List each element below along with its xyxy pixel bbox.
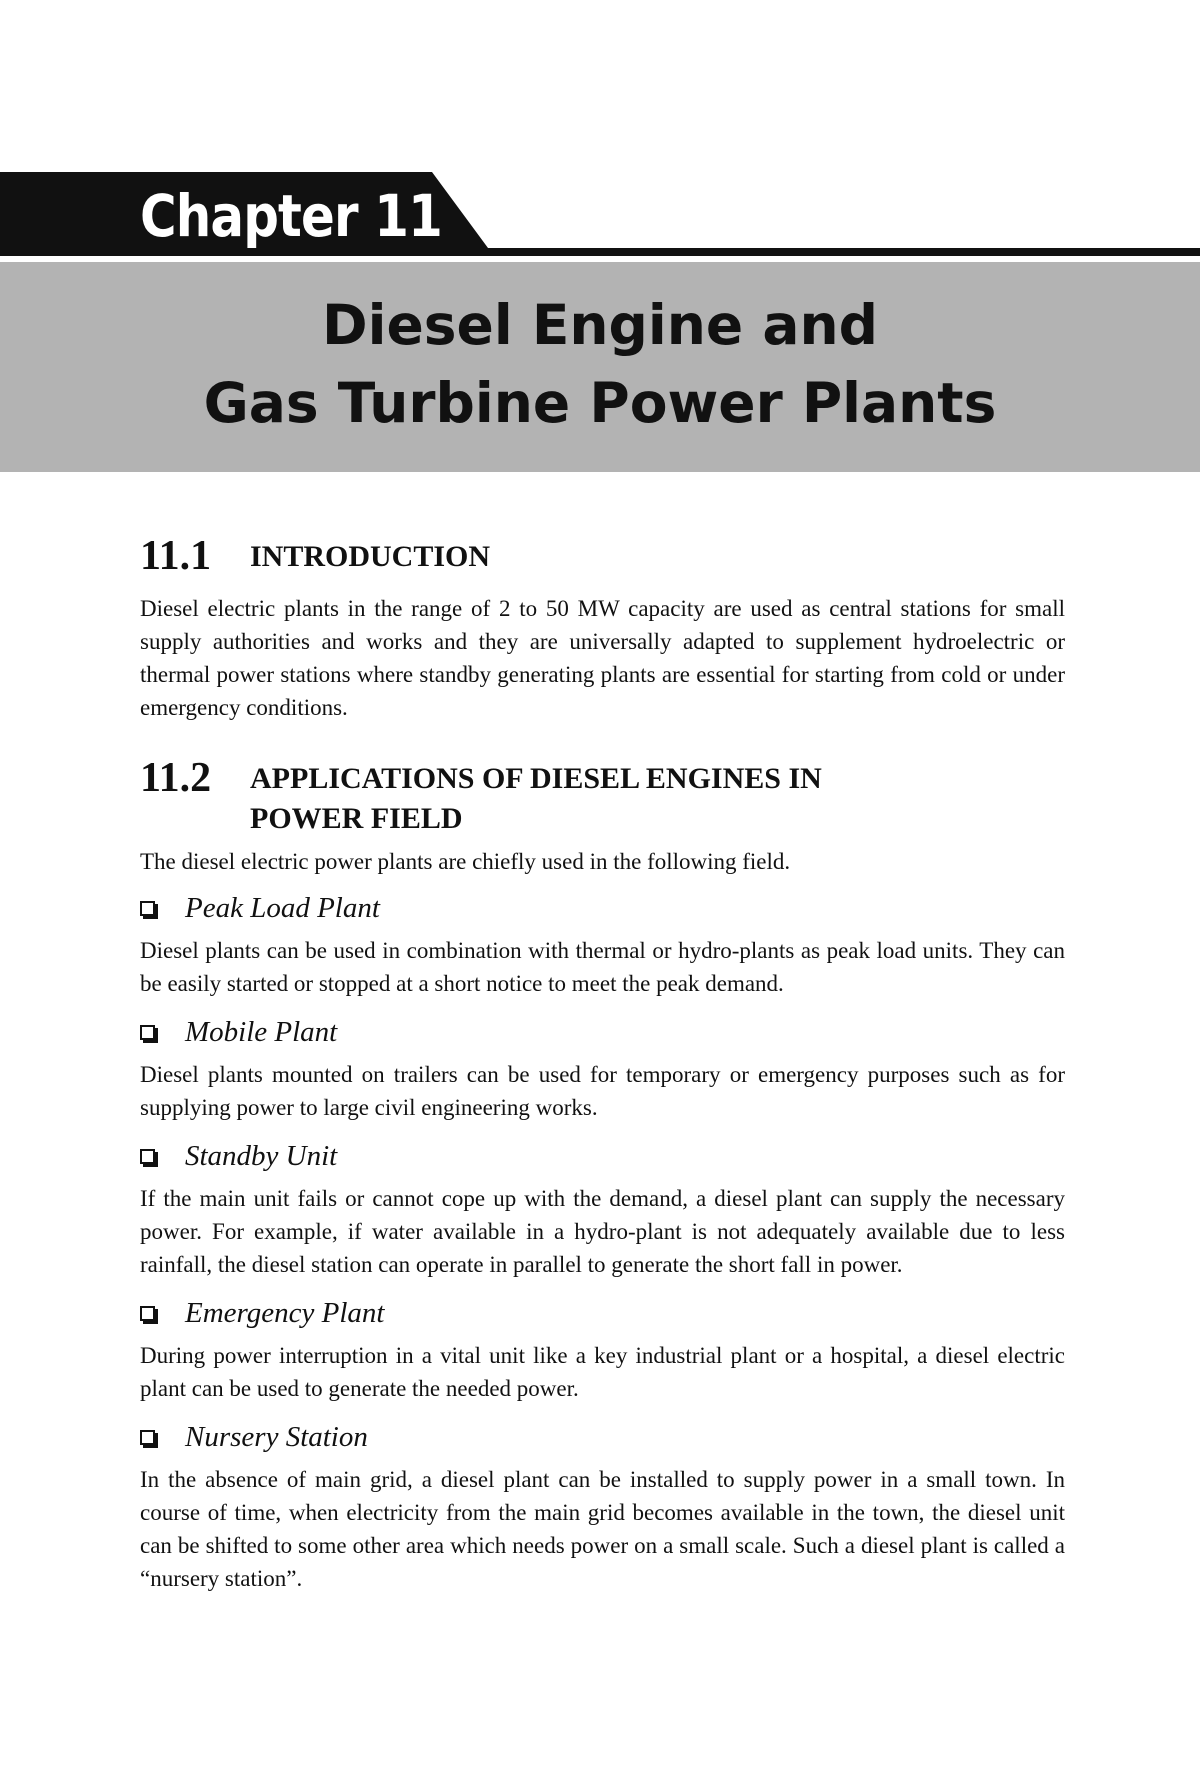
subheading-text: Emergency Plant [185, 1297, 385, 1329]
applications-intro: The diesel electric power plants are chiefly used in the following field. [140, 849, 791, 874]
section-title: INTRODUCTION [250, 540, 491, 573]
subheading-standby [140, 1138, 1065, 1174]
checkbox-bullet-icon [140, 901, 155, 916]
mobile-paragraph: Diesel plants mounted on trailers can be used for temporary or emergency purposes such as for supplying power to large civil engineering works. [140, 1062, 1065, 1120]
section-number: 11.1 [140, 533, 212, 579]
subheading-nursery [140, 1419, 1065, 1455]
emergency-paragraph: During power interruption in a vital unit like a key industrial plant or a hospital, a diesel electric plant can be used to generate the needed power. [140, 1343, 1065, 1401]
section-title-line-1: APPLICATIONS OF DIESEL ENGINES IN [250, 762, 822, 795]
checkbox-bullet-icon [140, 1025, 155, 1040]
checkbox-bullet-icon [140, 1430, 155, 1445]
section-heading-11-1 [140, 532, 1065, 580]
subheading-text: Mobile Plant [185, 1016, 338, 1048]
subheading-text: Peak Load Plant [185, 892, 380, 924]
standby-paragraph: If the main unit fails or cannot cope up with the demand, a diesel plant can supply the necessary power. For example, if water available in a hydro-plant is not adequately available due to less rainfall, the diesel station can operate in parallel to generate the short fall in power. [140, 1186, 1065, 1277]
nursery-paragraph: In the absence of main grid, a diesel plant can be installed to supply power in a small town. In course of time, when electricity from the main grid becomes available in the town, the diesel unit can be shifted to some other area which needs power on a small scale. Such a diesel plant is called a “nursery station”. [140, 1467, 1065, 1591]
subheading-emergency [140, 1295, 1065, 1331]
chapter-title-line-1: Diesel Engine and [321, 293, 879, 357]
chapter-label: Chapter 11 [140, 182, 442, 250]
checkbox-bullet-icon [140, 1306, 155, 1321]
section-number: 11.2 [140, 755, 212, 801]
subheading-text: Standby Unit [185, 1140, 338, 1172]
page-content [140, 532, 1065, 1595]
intro-paragraph: Diesel electric plants in the range of 2 to 50 MW capacity are used as central stations for small supply authorities and works and they are universally adapted to supplement hydroelectric or thermal power stations where standby generating plants are essential for starting from cold or under emergency conditions. [140, 596, 1065, 720]
subheading-text: Nursery Station [185, 1421, 368, 1453]
peak-load-paragraph: Diesel plants can be used in combination with thermal or hydro-plants as peak load units. They can be easily started or stopped at a short notice to meet the peak demand. [140, 938, 1065, 996]
subheading-peak-load [140, 890, 1065, 926]
section-title-line-2: POWER FIELD [250, 802, 463, 835]
chapter-title-box [0, 262, 1200, 472]
section-heading-11-2 [140, 754, 1065, 839]
chapter-title-line-2: Gas Turbine Power Plants [203, 371, 997, 435]
checkbox-bullet-icon [140, 1149, 155, 1164]
section-title-block [250, 754, 822, 839]
subheading-mobile [140, 1014, 1065, 1050]
